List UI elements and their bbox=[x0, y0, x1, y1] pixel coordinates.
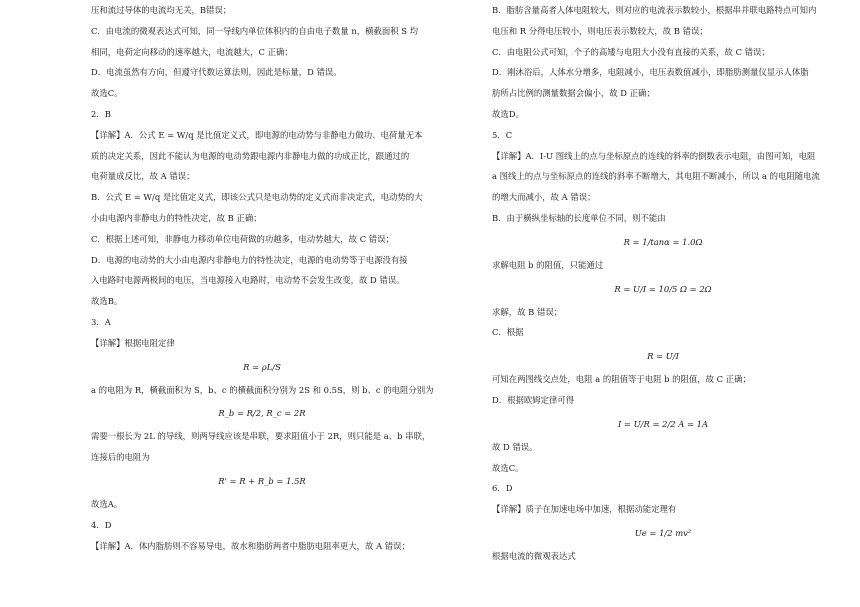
text-line: 【详解】质子在加速电场中加速，根据动能定理有 bbox=[492, 504, 677, 515]
equation: I = U/R = 2/2 A = 1A bbox=[617, 418, 709, 429]
text-line: B．脂肪含量高者人体电阻较大，则对应的电流表示数较小，根据串并联电路特点可知内 bbox=[492, 5, 817, 15]
text-line: 的增大而减小，故 A 错误； bbox=[492, 192, 596, 203]
text-line: D．电流虽然有方向，但遵守代数运算法则，因此是标量，D 错误。 bbox=[91, 67, 342, 78]
text-line: 故选C。 bbox=[91, 88, 123, 99]
equation: R = U/I bbox=[647, 351, 679, 362]
text-line: 故选C。 bbox=[492, 462, 524, 473]
text-line: 【详解】A．I-U 图线上的点与坐标原点的连线的斜率的倒数表示电阻，由图可知，电阻 bbox=[492, 150, 816, 161]
text-line: D．根据欧姆定律可得 bbox=[492, 394, 575, 405]
text-line: 质的决定关系，因此不能认为电源的电动势跟电源内非静电力做的功成正比，跟通过的 bbox=[91, 150, 410, 161]
text-line: 故选B。 bbox=[91, 296, 123, 307]
text-line: 电压和 R 分得电压较小，则电压表示数较大，故 B 错误； bbox=[492, 25, 708, 36]
question-number: 5．C bbox=[492, 129, 513, 140]
equation: R = ρL/S bbox=[243, 361, 281, 372]
text-line: 入电路时电源两极间的电压，当电源接入电路时，电动势不会发生改变，故 D 错误。 bbox=[91, 275, 405, 286]
right-column bbox=[492, 0, 834, 567]
text-line: 故 D 错误。 bbox=[492, 441, 538, 452]
text-line: 相同，电荷定向移动的速率越大，电流越大，C 正确； bbox=[91, 46, 293, 57]
text-line: D．电源的电动势的大小由电源内非静电力的特性决定，电源的电动势等于电源没有接 bbox=[91, 254, 408, 265]
text-line: 压和流过导体的电流均无关，B错误； bbox=[91, 5, 232, 15]
text-line: 肪所占比例的测量数据会偏小，故 D 正确； bbox=[492, 88, 655, 99]
text-line: 故选A。 bbox=[91, 498, 123, 509]
equation: R_b = R/2, R_c = 2R bbox=[218, 408, 306, 419]
text-line: 根据电流的微观表达式 bbox=[492, 550, 576, 561]
question-number: 3．A bbox=[91, 316, 111, 327]
equation: Ue = 1/2 mv² bbox=[634, 527, 692, 538]
text-line: 求解电阻 b 的阻值，只能通过 bbox=[492, 259, 604, 270]
text-line: 【详解】根据电阻定律 bbox=[91, 337, 175, 348]
equation: R = U/I = 10/5 Ω = 2Ω bbox=[614, 283, 712, 294]
text-line: 求解，故 B 错误； bbox=[492, 306, 563, 317]
text-line: D．刚沐浴后，人体水分增多，电阻减小，电压表数值减小，即脂肪测量仪显示人体脂 bbox=[492, 67, 809, 78]
question-number: 4．D bbox=[91, 519, 112, 530]
text-line: 需要一根长为 2L 的导线，则两导线应该是串联，要求阻值小于 2R，则只能是 a、b 串联， bbox=[91, 431, 431, 442]
question-number: 6．D bbox=[492, 483, 513, 494]
text-line: a 的电阻为 R，横截面积为 S，b、c 的横截面积分别为 2S 和 0.5S，则 b、c 的电阻分别为 bbox=[91, 384, 434, 395]
text-line: a 图线上的点与坐标原点的连线的斜率不断增大，其电阻不断减小，所以 a 的电阻随电流 bbox=[492, 171, 820, 182]
text-line: B．由于横纵坐标轴的长度单位不同，则不能由 bbox=[492, 212, 666, 223]
text-line: C．根据上述可知，非静电力移动单位电荷做的功越多，电动势越大，故 C 错误； bbox=[91, 233, 394, 244]
text-line: 【详解】A．体内脂肪则不容易导电，故水和脂肪两者中脂肪电阻率更大，故 A 错误； bbox=[91, 540, 410, 551]
left-column bbox=[91, 0, 433, 556]
equation: R = 1/tanα = 1.0Ω bbox=[623, 236, 703, 247]
text-line: B．公式 E = W/q 是比值定义式，即该公式只是电动势的定义式而非决定式，电动势的大 bbox=[91, 192, 423, 203]
text-line: 连接后的电阻为 bbox=[91, 452, 150, 463]
text-line: 小由电源内非静电力的特性决定，故 B 正确； bbox=[91, 212, 262, 223]
text-line: C．根据 bbox=[492, 327, 524, 338]
text-line: 电荷量成反比，故 A 错误； bbox=[91, 171, 195, 182]
text-line: C．由电流的微观表达式可知，同一导线内单位体积内的自由电子数量 n，横截面积 S 均 bbox=[91, 25, 419, 36]
text-line: 故选D。 bbox=[492, 108, 524, 119]
question-number: 2．B bbox=[91, 108, 111, 119]
text-line: 可知在两图线交点处，电阻 a 的阻值等于电阻 b 的阻值，故 C 正确； bbox=[492, 374, 751, 385]
text-line: 【详解】A．公式 E = W/q 是比值定义式，即电源的电动势与非静电力做功、电荷量无本 bbox=[91, 129, 423, 140]
equation: R' = R + R_b = 1.5R bbox=[218, 475, 306, 486]
text-line: C．由电阻公式可知，个子的高矮与电阻大小没有直接的关系，故 C 错误； bbox=[492, 46, 770, 57]
